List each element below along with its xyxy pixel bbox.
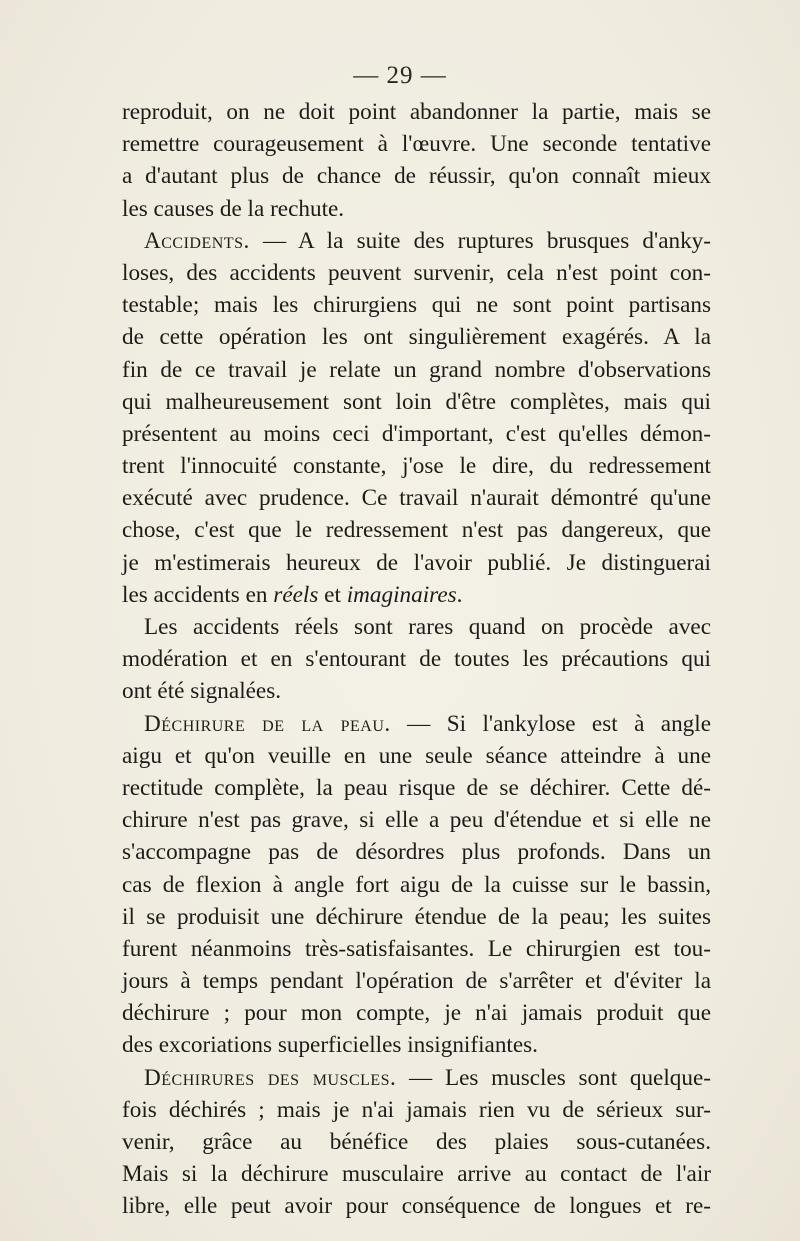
text-fragment: .: [456, 581, 463, 608]
text-line: je m'estimerais heureux de l'avoir publié. Je distinguerai: [122, 549, 711, 576]
text-line: venir, grâce au bénéfice des plaies sous-cutanées.: [122, 1129, 711, 1155]
section-heading-dechirures-muscles: Déchirures des muscles.: [144, 1064, 397, 1091]
section-line-accidents: [122, 225, 711, 257]
text-line: reproduit, on ne doit point abandonner la partie, mais se: [122, 99, 711, 125]
text-line: Mais si la déchirure musculaire arrive au contact de l'air: [122, 1161, 711, 1188]
text-line: il se produisit une déchirure étendue de la peau; les suites: [122, 903, 711, 930]
text-line: aigu et qu'on veuille en une seule séance atteindre à une: [122, 742, 711, 769]
text-line: déchirure ; pour mon compte, je n'ai jamais produit que: [122, 1000, 711, 1027]
body-text: [122, 96, 711, 1223]
text-line: furent néanmoins très-satisfaisantes. Le chirurgien est tou-: [122, 935, 711, 962]
text-line: s'accompagne pas de désordres plus profonds. Dans un: [122, 839, 711, 866]
text-line: a d'autant plus de chance de réussir, qu'on connaît mieux: [122, 163, 711, 190]
text-fragment: — Les muscles sont quelque-: [396, 1064, 711, 1091]
section-line-peau: [122, 708, 711, 740]
text-fragment: les accidents en: [122, 581, 274, 608]
text-line: fin de ce travail je relate un grand nombre d'observations: [122, 356, 711, 383]
text-fragment: et: [318, 581, 347, 608]
text-line: chirure n'est pas grave, si elle a peu d'étendue et si elle ne: [122, 807, 711, 834]
text-line: trent l'innocuité constante, j'ose le dire, du redressement: [122, 453, 711, 480]
text-line: exécuté avec prudence. Ce travail n'aurait démontré qu'une: [122, 485, 711, 512]
text-line: présentent au moins ceci d'important, c'est qu'elles démon-: [122, 420, 711, 447]
section-heading-accidents: Accidents.: [144, 227, 250, 254]
section-line-muscles: [122, 1062, 711, 1094]
text-line: rectitude complète, la peau risque de se déchirer. Cette dé-: [122, 774, 711, 801]
italic-term-reels: réels: [273, 581, 319, 608]
text-line: les causes de la rechute.: [122, 195, 345, 222]
page-number: — 29 —: [353, 62, 447, 89]
text-line: jours à temps pendant l'opération de s'arrêter et d'éviter la: [122, 968, 711, 995]
text-line: remettre courageusement à l'œuvre. Une seconde tentative: [122, 131, 711, 158]
text-line: chose, c'est que le redressement n'est pas dangereux, que: [122, 517, 711, 544]
text-fragment: — A la suite des ruptures brusques d'anky-: [249, 227, 711, 254]
text-line: modération et en s'entourant de toutes les précautions qui: [122, 646, 711, 673]
text-line: cas de flexion à angle fort aigu de la cuisse sur le bassin,: [122, 871, 711, 898]
text-line: loses, des accidents peuvent survenir, cela n'est point con-: [122, 259, 711, 286]
section-heading-dechirure-peau: Déchirure de la peau.: [144, 710, 391, 737]
italic-term-imaginaires: imaginaires: [346, 581, 457, 608]
text-line: de cette opération les ont singulièrement exagérés. A la: [122, 324, 711, 351]
text-line: des excoriations superficielles insignifiantes.: [122, 1032, 538, 1059]
text-line: fois déchirés ; mais je n'ai jamais rien vu de sérieux sur-: [122, 1096, 711, 1123]
text-line: qui malheureusement sont loin d'être complètes, mais qui: [122, 388, 711, 415]
text-line: libre, elle peut avoir pour conséquence de longues et re-: [122, 1193, 711, 1220]
text-fragment: — Si l'ankylose est à angle: [390, 710, 711, 737]
text-line: ont été signalées.: [122, 678, 282, 705]
text-line-italics: [122, 579, 711, 611]
text-line: Les accidents réels sont rares quand on procède avec: [144, 614, 711, 640]
text-line: testable; mais les chirurgiens qui ne sont point partisans: [122, 292, 711, 319]
